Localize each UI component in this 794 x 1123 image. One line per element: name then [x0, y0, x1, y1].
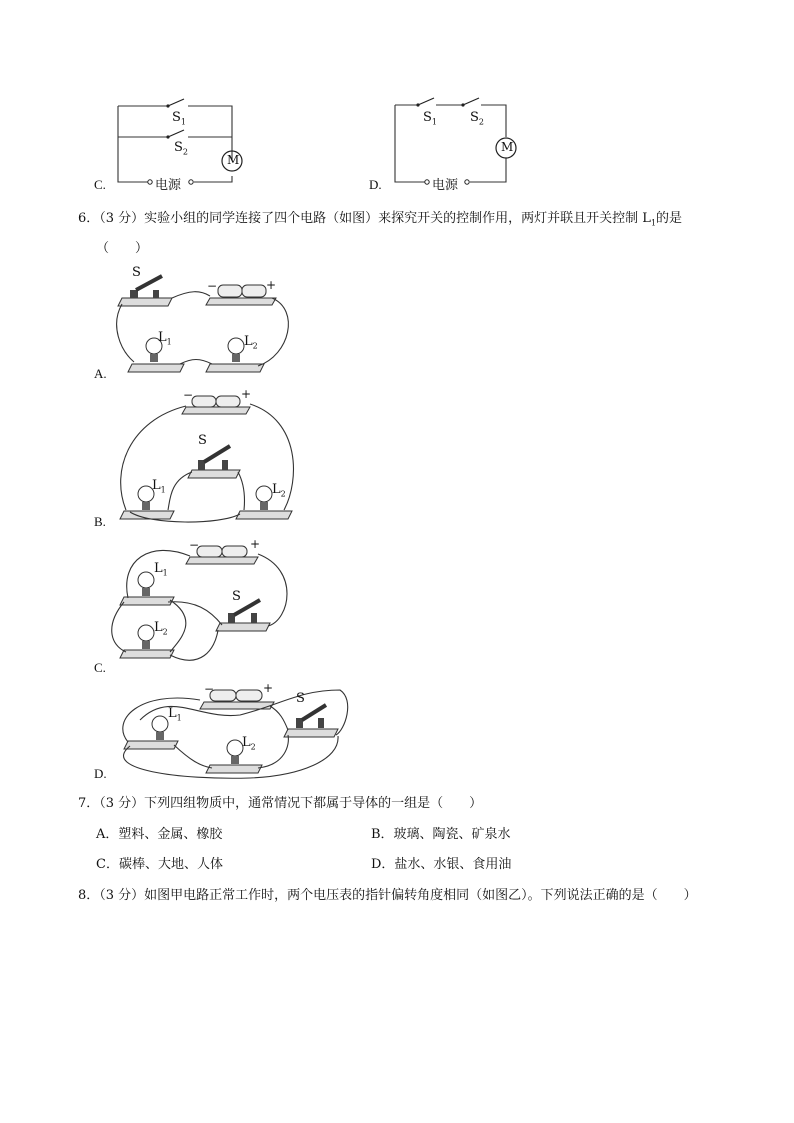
q7-option-b: B．玻璃、陶瓷、矿泉水: [371, 827, 511, 842]
q8-stem: 8．（3 分）如图甲电路正常工作时，两个电压表的指针偏转角度相同（如图乙）。下列说法正确的是（ ）: [78, 888, 697, 903]
q6a-lamp1-label: $L_1$: [158, 330, 172, 347]
q6d-switch-label: S: [296, 691, 305, 706]
q5d-source-label: 电源: [432, 178, 459, 193]
q6b-lamp2-label: $L_2$: [272, 482, 286, 499]
q5d-motor-label: M: [501, 140, 514, 154]
q6-option-c-label: C.: [94, 660, 106, 675]
q6a-battery-minus: −: [207, 279, 218, 293]
q6c-switch-label: S: [232, 589, 241, 604]
q6d-battery-minus: −: [204, 682, 215, 696]
q6d-lamp1-label: $L_1$: [168, 706, 182, 723]
q5-option-d-label: D.: [369, 177, 382, 192]
q7-option-a: A．塑料、金属、橡胶: [96, 827, 223, 842]
q6a-switch-label: S: [132, 265, 141, 280]
q5d-s1-label: $S_1$: [423, 110, 437, 127]
q7-stem: 7．（3 分）下列四组物质中，通常情况下都属于导体的一组是（ ）: [78, 796, 483, 811]
q6-option-b-label: B.: [94, 514, 106, 529]
q5c-s1-label: $S_1$: [172, 110, 186, 127]
q6c-lamp1-label: $L_1$: [154, 561, 168, 578]
q5c-source-label: 电源: [155, 178, 182, 193]
q6b-battery-plus: +: [241, 387, 252, 401]
q7-option-c: C．碳棒、大地、人体: [96, 857, 223, 872]
q5d-s2-label: $S_2$: [470, 110, 484, 127]
q6b-battery-minus: −: [183, 388, 194, 402]
q6-option-a-label: A.: [94, 366, 107, 381]
q6d-battery-plus: +: [263, 681, 274, 695]
q5-option-c-label: C.: [94, 177, 106, 192]
q6c-lamp2-label: $L_2$: [154, 620, 168, 637]
q6a-battery-plus: +: [266, 278, 277, 292]
q6c-battery-minus: −: [189, 538, 200, 552]
q6b-lamp1-label: $L_1$: [152, 478, 166, 495]
q6a-lamp2-label: $L_2$: [244, 334, 258, 351]
q6-stem-line2: （ ）: [96, 241, 149, 256]
q5c-motor-label: M: [227, 153, 240, 167]
q6-option-d-label: D.: [94, 766, 107, 781]
q5c-s2-label: $S_2$: [174, 140, 188, 157]
q6c-battery-plus: +: [250, 537, 261, 551]
q7-option-d: D．盐水、水银、食用油: [371, 857, 512, 872]
q6-stem-line1: 6．（3 分）实验小组的同学连接了四个电路（如图）来探究开关的控制作用，两灯并联且开关控制 $L_1$的是: [78, 211, 683, 228]
q6d-lamp2-label: $L_2$: [242, 735, 256, 752]
q6b-switch-label: S: [198, 433, 207, 448]
